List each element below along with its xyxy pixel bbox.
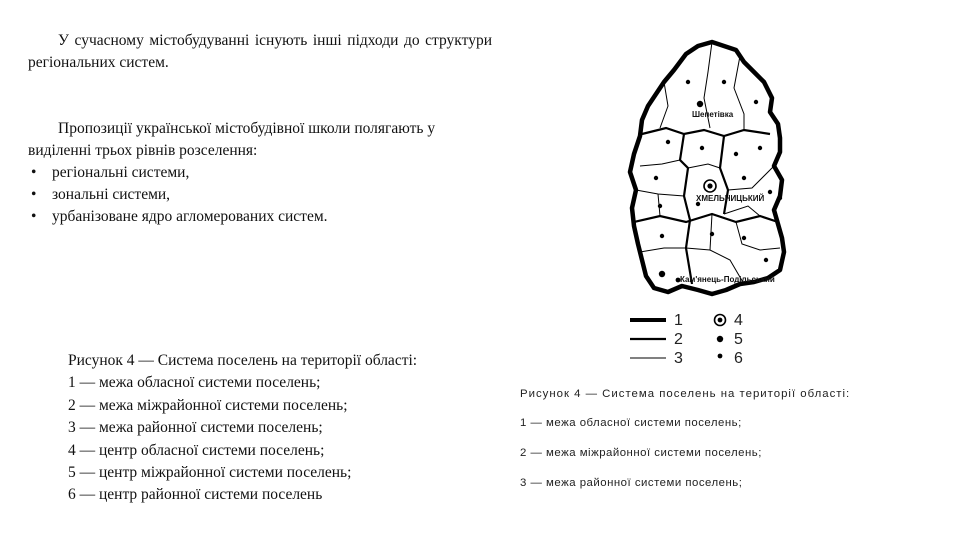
region-map [620, 38, 790, 300]
scanned-caption-line: 3 — межа районної системи поселень; [520, 477, 743, 489]
city-label-north: Шепетівка [692, 110, 734, 119]
figure-caption [68, 350, 508, 507]
scanned-caption-title: Рисунок 4 — Система поселень на території області: [520, 388, 851, 400]
caption-line: 2 — межа міжрайонної системи поселень; [68, 396, 348, 414]
scanned-caption-line: 2 — межа міжрайонної системи поселень; [520, 447, 762, 459]
list-item: • зональні системи, [28, 184, 494, 206]
proposals-paragraph: Пропозиції української містобудівної школи полягають у виділенні трьох рівнів розселення: [28, 120, 436, 159]
intro-paragraph: У сучасному містобудуванні існують інші підходи до структури регіональних систем. [28, 32, 492, 71]
legend-symbol-5 [717, 336, 723, 342]
scanned-caption-line: 1 — межа обласної системи поселень; [520, 417, 742, 429]
caption-line: 5 — центр міжрайонної системи поселень; [68, 464, 352, 482]
scanned-caption [520, 386, 930, 506]
legend-label-2: 2 [674, 331, 683, 348]
caption-title: Рисунок 4 — Система поселень на території області: [68, 352, 418, 369]
list-item: • урбанізоване ядро агломерованих систем. [28, 206, 494, 228]
caption-line: 4 — центр обласної системи поселень; [68, 441, 325, 459]
legend-symbol-4 [715, 315, 726, 326]
city-label-south: Кам'янець-Подільський [680, 275, 775, 284]
regional-center-icon [704, 180, 716, 192]
map-legend [630, 308, 750, 366]
legend-label-6: 6 [734, 350, 743, 366]
levels-list [28, 162, 494, 228]
legend-label-1: 1 [674, 312, 683, 329]
city-label-center: ХМЕЛЬНИЦЬКИЙ [696, 194, 765, 203]
legend-label-5: 5 [734, 331, 743, 348]
proposals-block [28, 118, 494, 228]
caption-line: 3 — межа районної системи поселень; [68, 419, 323, 437]
legend-symbol-6 [718, 354, 723, 359]
legend-label-3: 3 [674, 350, 683, 366]
legend-label-4: 4 [734, 312, 743, 329]
list-item: • регіональні системи, [28, 162, 494, 184]
caption-line: 1 — межа обласної системи поселень; [68, 374, 321, 392]
caption-line: 6 — центр районної системи поселень [68, 486, 323, 504]
